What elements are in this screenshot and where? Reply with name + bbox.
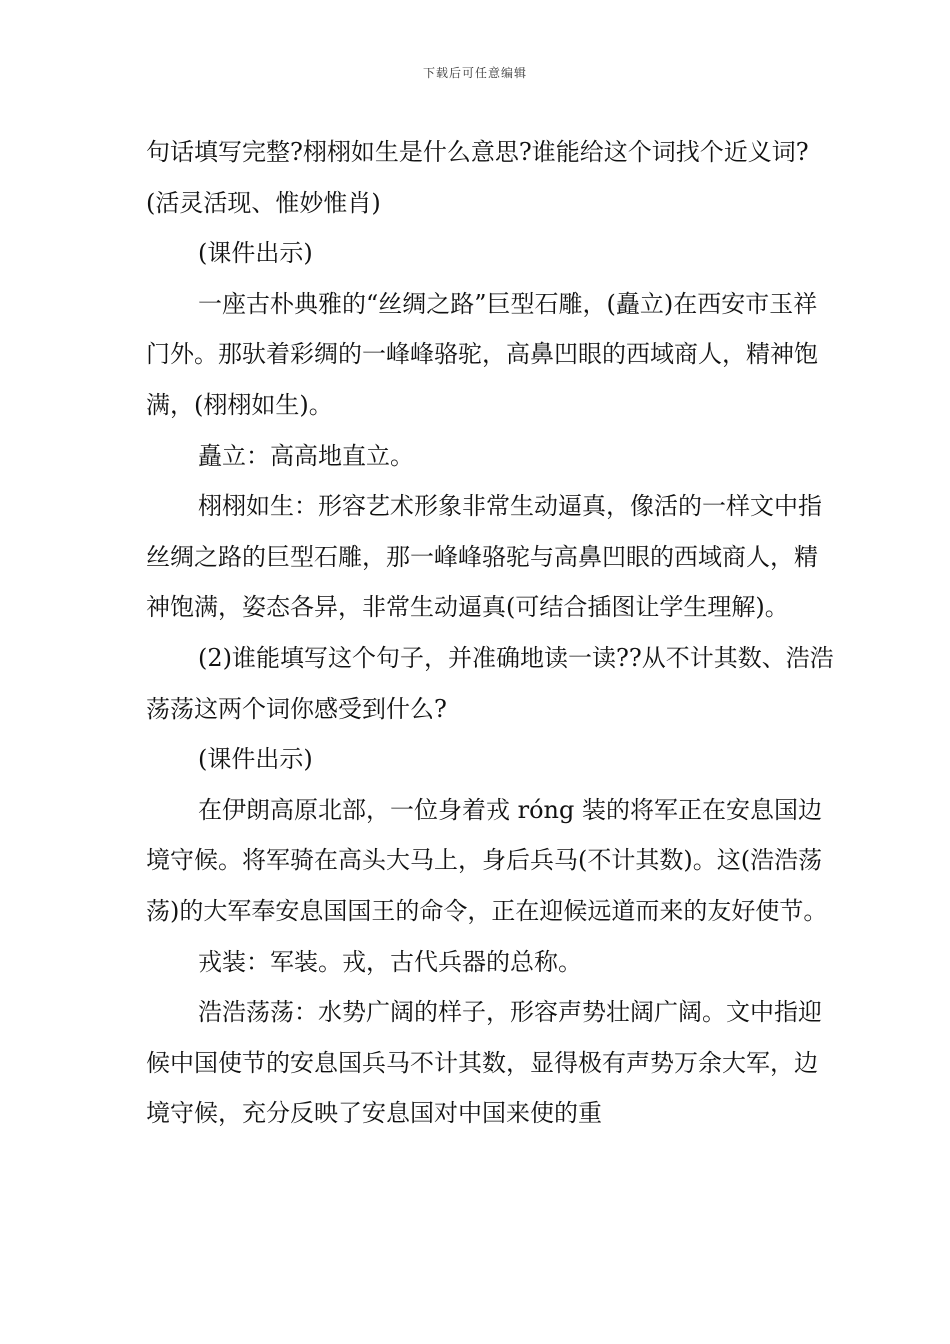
paragraph: 戎装：军装。戎，古代兵器的总称。: [198, 947, 582, 976]
page-header: 下载后可任意编辑: [422, 66, 527, 80]
paragraph: 矗立：高高地直立。: [198, 441, 414, 470]
document-body: [146, 127, 836, 1139]
paragraph: (2)谁能填写这个句子，并准确地读一读??从不计其数、浩浩荡荡这两个词你感受到什么?: [146, 643, 834, 723]
paragraph: (课件出示): [198, 745, 313, 774]
paragraph: 栩栩如生：形容艺术形象非常生动逼真，像活的一样文中指丝绸之路的巨型石雕，那一峰峰骆驼与高鼻凹眼的西域商人，精神饱满，姿态各异，非常生动逼真(可结合插图让学生理解)。: [146, 492, 822, 622]
paragraph: 一座古朴典雅的“丝绸之路”巨型石雕，(矗立)在西安市玉祥门外。那驮着彩绸的一峰峰骆驼，高鼻凹眼的西域商人，精神饱满，(栩栩如生)。: [146, 289, 818, 419]
paragraph: 浩浩荡荡：水势广阔的样子，形容声势壮阔广阔。文中指迎候中国使节的安息国兵马不计其数，显得极有声势万余大军，边境守候，充分反映了安息国对中国来使的重: [146, 998, 822, 1128]
paragraph: 在伊朗高原北部，一位身着戎 róng 装的将军正在安息国边境守候。将军骑在高头大马上，身后兵马(不计其数)。这(浩浩荡荡)的大军奉安息国国王的命令，正在迎候远道而来的友好使节。: [146, 795, 828, 925]
paragraph: (课件出示): [198, 239, 313, 268]
paragraph: 句话填写完整?栩栩如生是什么意思?谁能给这个词找个近义词?(活灵活现、惟妙惟肖): [146, 138, 809, 217]
